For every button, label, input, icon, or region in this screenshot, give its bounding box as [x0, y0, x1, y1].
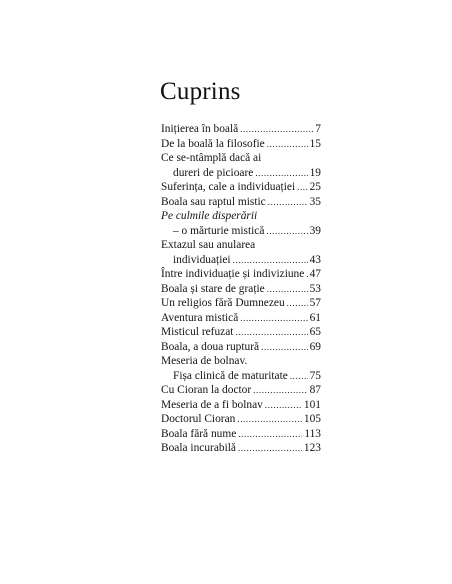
dot-leader	[238, 427, 302, 442]
toc-entry	[161, 151, 321, 180]
toc-entry-title: Inițierea în boală	[161, 123, 239, 135]
toc-page-number: 69	[309, 340, 321, 353]
toc-entry-title-continued: dureri de picioare	[173, 166, 254, 179]
toc-entry	[161, 137, 321, 152]
toc-page-number: 61	[309, 311, 321, 324]
toc-entry-title: Boala și stare de grație	[161, 282, 265, 295]
toc-entry-title: Boala incurabilă	[161, 442, 236, 454]
toc-page-number: 39	[309, 224, 321, 237]
toc-entry-title: Ce se-ntâmplă dacă ai	[161, 152, 262, 164]
dot-leader	[267, 137, 308, 152]
toc-entry-title: Doctorul Cioran	[161, 413, 236, 425]
toc-page-number: 25	[309, 181, 321, 193]
toc-page-number: 75	[309, 369, 321, 382]
toc-page-number: 57	[309, 297, 321, 309]
toc-entry-title: Boala sau raptul mistic	[161, 195, 266, 208]
dot-leader	[297, 180, 308, 195]
dot-leader	[290, 369, 308, 384]
toc-entry-title: Boala fără nume	[161, 427, 237, 440]
toc-entry-title: Suferința, cale a individuației	[161, 181, 296, 193]
toc-entry-title: Meseria de a fi bolnav	[161, 398, 263, 411]
dot-leader	[267, 282, 308, 297]
toc-page-number: 113	[304, 427, 321, 440]
toc-entry-title: Boala, a doua ruptură	[161, 340, 260, 353]
toc-page-number: 15	[309, 137, 321, 150]
dot-leader	[237, 412, 302, 427]
dot-leader	[261, 340, 308, 355]
toc-entry	[161, 311, 321, 326]
toc-entry-title: Misticul refuzat	[161, 326, 234, 338]
toc-entry	[161, 383, 321, 398]
toc-entry-title: Cu Cioran la doctor	[161, 384, 252, 396]
toc-entry	[161, 282, 321, 297]
toc-entry	[161, 238, 321, 267]
toc-page-number: 19	[309, 166, 321, 179]
toc-page-number: 47	[309, 268, 321, 280]
toc-page-number: 105	[303, 413, 321, 425]
toc-page-number: 65	[309, 326, 321, 338]
toc-entry	[161, 340, 321, 355]
dot-leader	[240, 122, 313, 137]
toc-page-number: 101	[303, 398, 321, 411]
dot-leader	[255, 166, 307, 181]
toc-page-number: 53	[309, 282, 321, 295]
dot-leader	[266, 224, 307, 239]
page-title: Cuprins	[160, 78, 241, 105]
toc-entry-title: Pe culmile disperării	[161, 210, 258, 222]
dot-leader	[238, 441, 302, 456]
dot-leader	[253, 383, 307, 398]
toc-page-number: 123	[303, 442, 321, 454]
dot-leader	[235, 325, 307, 340]
dot-leader	[233, 253, 308, 268]
table-of-contents	[161, 122, 321, 456]
toc-page-number: 35	[309, 195, 321, 208]
dot-leader	[306, 267, 307, 282]
dot-leader	[268, 195, 308, 210]
toc-entry-title-continued: Fișa clinică de maturitate	[173, 369, 288, 382]
toc-entry-title: Extazul sau anularea	[161, 239, 256, 251]
toc-page-number: 43	[309, 253, 321, 266]
toc-entry	[161, 296, 321, 311]
toc-entry-title: De la boală la filosofie	[161, 137, 265, 150]
toc-entry	[161, 412, 321, 427]
dot-leader	[287, 296, 308, 311]
toc-entry	[161, 441, 321, 456]
toc-page-number: 7	[315, 123, 321, 135]
toc-entry	[161, 267, 321, 282]
toc-entry	[161, 354, 321, 383]
toc-entry	[161, 325, 321, 340]
toc-entry	[161, 427, 321, 442]
toc-entry	[161, 398, 321, 413]
toc-entry-title: Un religios fără Dumnezeu	[161, 297, 285, 309]
toc-entry	[161, 195, 321, 210]
dot-leader	[240, 311, 307, 326]
toc-entry-title: Între individuație și indiviziune	[161, 268, 305, 280]
toc-entry	[161, 180, 321, 195]
toc-entry	[161, 122, 321, 137]
toc-entry-title: Meseria de bolnav.	[161, 355, 248, 367]
toc-entry-title-continued: individuației	[173, 253, 231, 266]
toc-entry-title: Aventura mistică	[161, 311, 239, 324]
dot-leader	[265, 398, 302, 413]
toc-entry-title-continued: – o mărturie mistică	[173, 224, 265, 237]
toc-page-number: 87	[309, 384, 321, 396]
toc-entry	[161, 209, 321, 238]
